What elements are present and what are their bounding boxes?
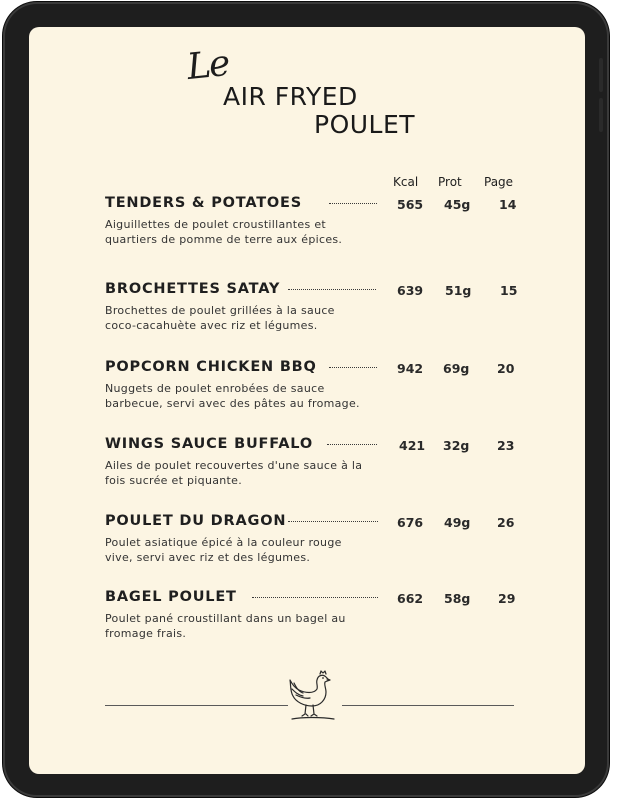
menu-item-page: 14 — [499, 197, 517, 212]
menu-item-description: Ailes de poulet recouvertes d'une sauce à la fois sucrée et piquante. — [105, 459, 363, 487]
menu-item-kcal: 421 — [399, 438, 426, 453]
menu-item-name: BROCHETTES SATAY — [105, 281, 281, 297]
menu-item-page: 20 — [497, 361, 515, 376]
leader-dots — [288, 521, 378, 522]
menu-item-prot: 58g — [444, 591, 471, 606]
leader-dots — [329, 367, 377, 368]
footer-rule-right — [342, 705, 514, 706]
menu-item-kcal: 565 — [397, 197, 424, 212]
menu-item-name: TENDERS & POTATOES — [105, 195, 303, 211]
menu-item-page: 26 — [497, 515, 515, 530]
leader-dots — [329, 203, 377, 204]
title-poulet: POULET — [314, 110, 416, 139]
footer-rule-left — [105, 705, 288, 706]
tablet-side-button — [599, 98, 603, 132]
menu-item-page: 15 — [500, 283, 518, 298]
menu-item-prot: 51g — [445, 283, 472, 298]
menu-item-description: Poulet asiatique épicé à la couleur rouge vive, servi avec riz et des légumes. — [105, 536, 342, 564]
menu-item-prot: 69g — [443, 361, 470, 376]
menu-item-description: Aiguillettes de poulet croustillantes et quartiers de pomme de terre aux épices. — [105, 218, 343, 246]
leader-dots — [252, 597, 378, 598]
menu-item-prot: 49g — [444, 515, 471, 530]
hen-icon — [286, 669, 338, 723]
menu-item-name: POULET DU DRAGON — [105, 513, 287, 529]
menu-item-prot: 32g — [443, 438, 470, 453]
menu-item-description: Poulet pané croustillant dans un bagel au fromage frais. — [105, 612, 346, 640]
menu-item-description: Nuggets de poulet enrobées de sauce barbecue, servi avec des pâtes au fromage. — [105, 382, 360, 410]
menu-item-description: Brochettes de poulet grillées à la sauce coco-cacahuète avec riz et légumes. — [105, 304, 335, 332]
menu-item-prot: 45g — [444, 197, 471, 212]
menu-item-page: 29 — [498, 591, 516, 606]
menu-item-kcal: 676 — [397, 515, 424, 530]
menu-item-kcal: 639 — [397, 283, 424, 298]
leader-dots — [327, 444, 377, 445]
menu-item-name: POPCORN CHICKEN BBQ — [105, 359, 317, 375]
title-script-le: Le — [184, 42, 231, 89]
menu-item-kcal: 942 — [397, 361, 424, 376]
menu-item-name: BAGEL POULET — [105, 589, 237, 605]
leader-dots — [288, 289, 376, 290]
title-air-fryed: AIR FRYED — [223, 82, 358, 111]
column-header-prot: Prot — [438, 175, 462, 189]
tablet-side-button — [599, 58, 603, 92]
menu-item-kcal: 662 — [397, 591, 424, 606]
menu-item-name: WINGS SAUCE BUFFALO — [105, 436, 313, 452]
column-header-kcal: Kcal — [393, 175, 419, 189]
menu-page — [29, 27, 585, 774]
menu-item-page: 23 — [497, 438, 515, 453]
column-header-page: Page — [484, 175, 514, 189]
